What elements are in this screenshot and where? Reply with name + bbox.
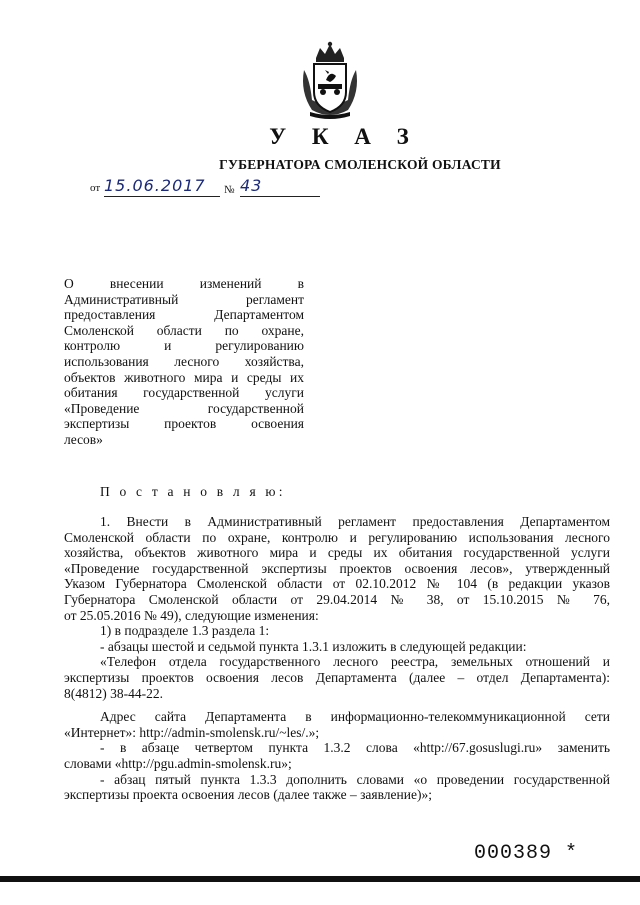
smolensk-coat-of-arms-icon <box>290 40 370 120</box>
subject-line: О внесении изменений в <box>64 276 304 291</box>
subject-line: лесов» <box>64 431 103 447</box>
body-line: хозяйства, объектов животного мира и среды их обитания государственной услуги <box>64 545 610 561</box>
bottom-rule <box>0 876 640 882</box>
body-line: словами «http://pgu.admin-smolensk.ru»; <box>64 755 292 771</box>
date-prefix: от <box>90 182 101 194</box>
body-line: «Интернет»: http://admin-smolensk.ru/~les/.»; <box>64 724 320 740</box>
number-prefix: № <box>224 184 235 196</box>
date-field: 15.06.2017 <box>104 176 220 197</box>
body-line: Адрес сайта Департамента в информационно-телекоммуникационной сети <box>100 709 610 725</box>
number-field: 43 <box>240 176 320 197</box>
subject-line: обитания государственной услуги <box>64 385 304 401</box>
body-line: 8(4812) 38-44-22. <box>64 685 163 701</box>
body-line: 1) в подразделе 1.3 раздела 1: <box>100 623 270 639</box>
body-line: от 25.05.2016 № 49), следующие изменения: <box>64 607 319 623</box>
body-line: - в абзаце четвертом пункта 1.3.2 слова «http://67.gosuslugi.ru» заменить <box>100 740 610 756</box>
subject-line: контролю и регулированию <box>64 338 304 354</box>
body-line: «Проведение государственной экспертизы проектов освоения лесов», утвержденный <box>64 560 610 576</box>
body-line: Указом Губернатора Смоленской области от 02.10.2012 № 104 (в редакции указов <box>64 576 610 592</box>
subject-line: Смоленской области по охране, <box>64 322 304 338</box>
body-line: «Телефон отдела государственного лесного реестра, земельных отношений и <box>100 654 610 670</box>
subject-line: экспертизы проектов освоения <box>64 416 304 432</box>
decree-body <box>64 514 610 803</box>
decree-subtitle: ГУБЕРНАТОРА СМОЛЕНСКОЙ ОБЛАСТИ <box>219 157 501 172</box>
subject-line: использования лесного хозяйства, <box>64 353 304 369</box>
subject-line: Административный регламент <box>64 291 304 307</box>
body-line: экспертизы проектов освоения лесов Департамента (далее – отдел Департамента): <box>64 669 610 685</box>
body-line: 1. Внести в Административный регламент предоставления Департаментом <box>100 514 610 529</box>
decree-title: У К А З <box>269 124 419 149</box>
body-line: - абзац пятый пункта 1.3.3 дополнить словами «о проведении государственной <box>100 771 610 787</box>
registry-number: 000389 * <box>474 842 579 865</box>
decree-subject <box>64 276 304 448</box>
decree-verb: П о с т а н о в л я ю: <box>100 484 286 499</box>
body-line: экспертизы проекта освоения лесов (далее также – заявление)»; <box>64 787 432 803</box>
subject-line: объектов животного мира и среды их <box>64 369 304 385</box>
subject-line: «Проведение государственной <box>64 400 304 416</box>
body-line: Губернатора Смоленской области от 29.04.2014 № 38, от 15.10.2015 № 76, <box>64 591 610 607</box>
subject-line: предоставления Департаментом <box>64 307 304 323</box>
body-line: - абзацы шестой и седьмой пункта 1.3.1 изложить в следующей редакции: <box>100 638 527 654</box>
body-line: Смоленской области по охране, контролю и регулированию использования лесного <box>64 529 610 545</box>
decree-date-number <box>90 176 330 202</box>
